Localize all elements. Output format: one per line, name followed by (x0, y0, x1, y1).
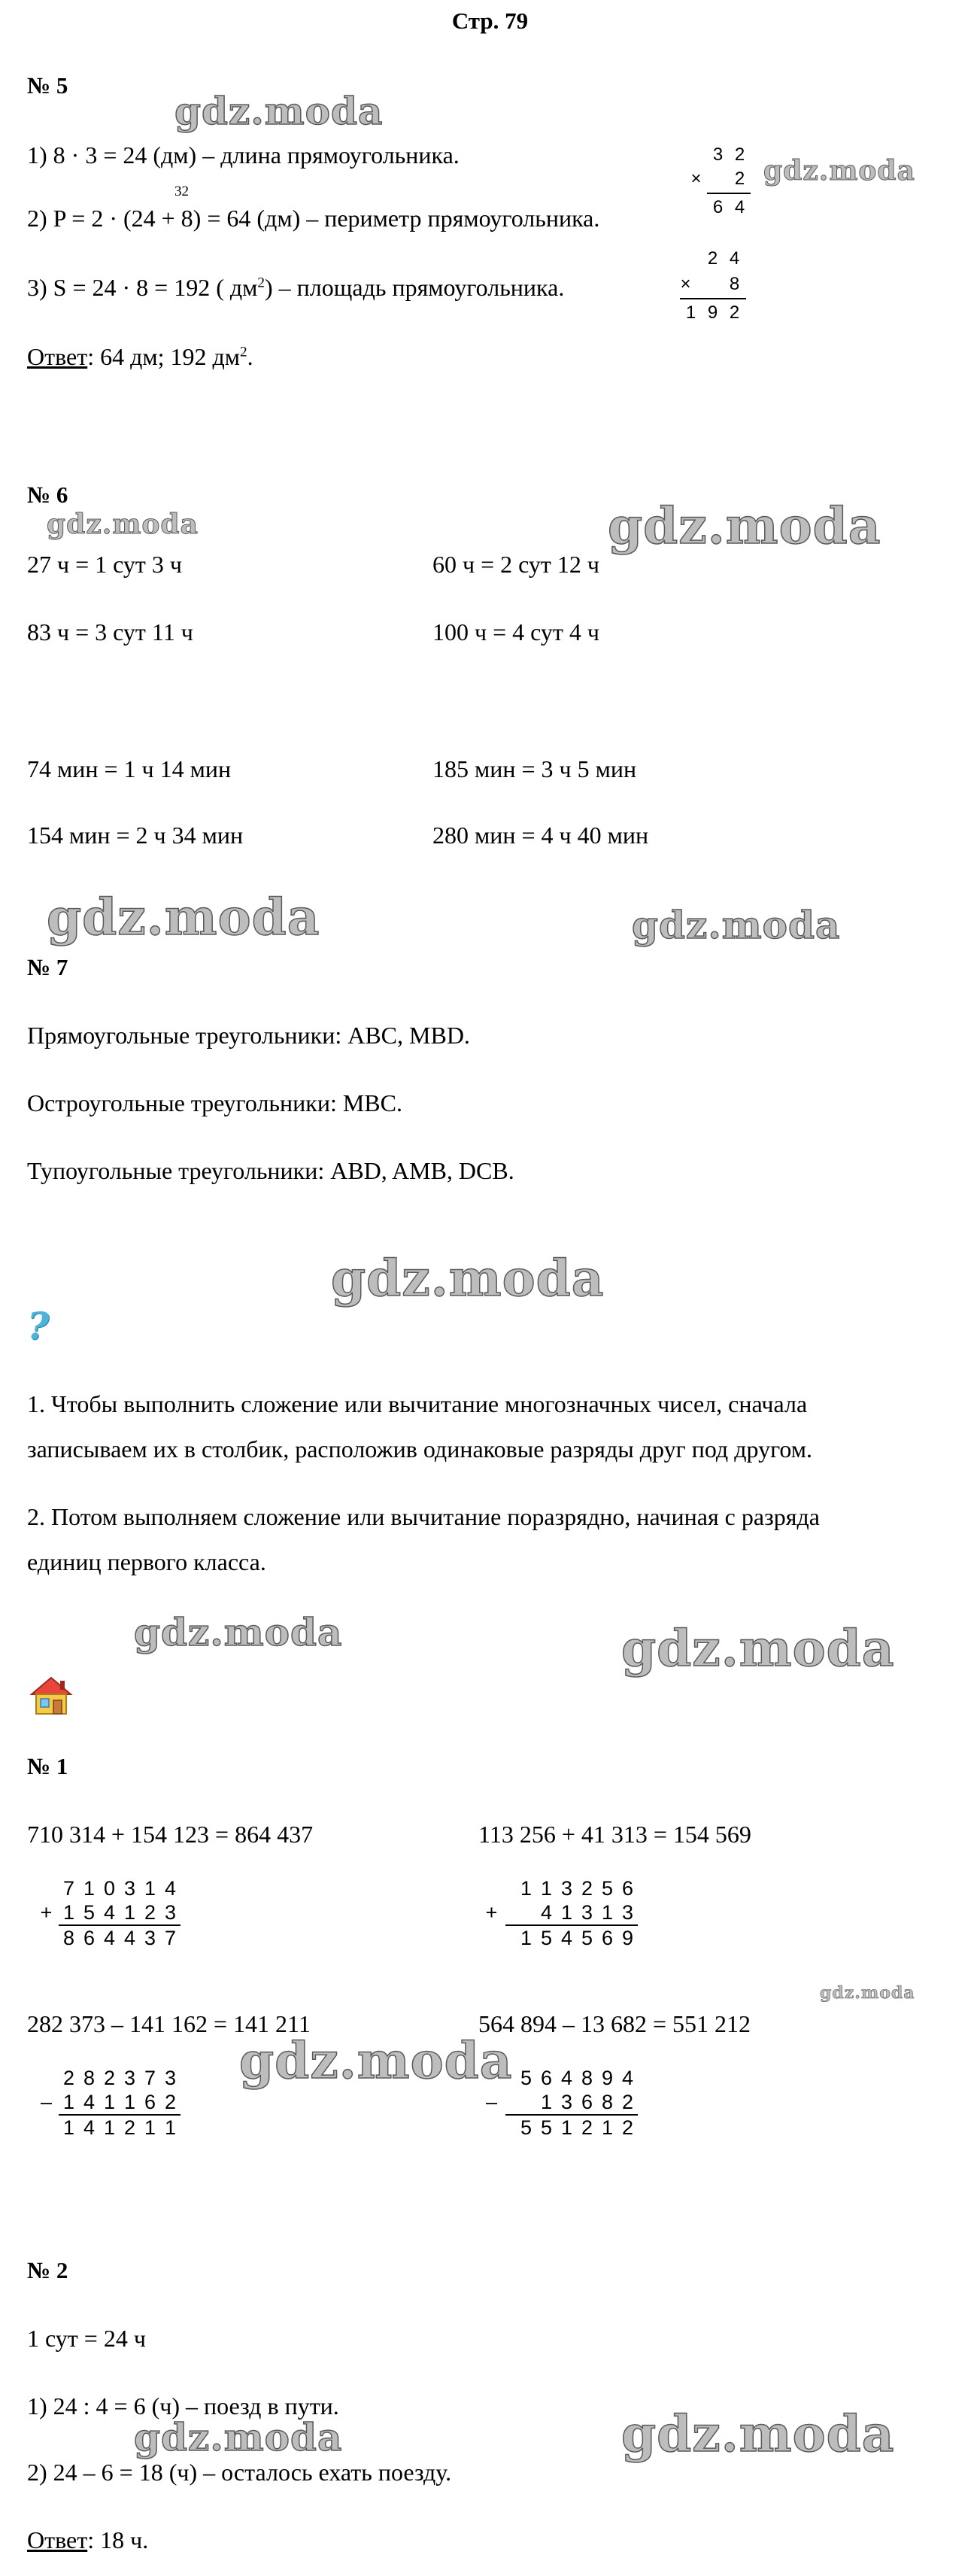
digit: 1 (685, 302, 696, 323)
task7-line-1: Прямоугольные треугольники: ABC, MBD. (27, 1022, 470, 1049)
digit: 3 (560, 2091, 573, 2113)
digit: 4 (103, 1927, 116, 1949)
task7-line-3: Тупоугольные треугольники: ABD, AMB, DCB. (27, 1157, 514, 1184)
task5-line3 (27, 274, 564, 302)
digit: 0 (103, 1877, 116, 1900)
task5-multiplication-1 (690, 143, 760, 226)
question-line-3: 2. Потом выполняем сложение или вычитание поразрядно, начиная с разряда (27, 1503, 820, 1530)
home-task1-eq4: 564 894 – 13 682 = 551 212 (478, 2010, 751, 2037)
digit: 2 (103, 2067, 116, 2089)
digit: 2 (62, 2067, 75, 2089)
digit: 7 (164, 1927, 177, 1949)
digit: 7 (144, 2067, 156, 2089)
digit: 1 (62, 2091, 75, 2113)
digit: 1 (540, 2091, 553, 2113)
digit: 8 (581, 2067, 593, 2089)
digit: 3 (560, 1877, 573, 1900)
calc-top-row (59, 1876, 181, 1900)
task6-item-2: 60 ч = 2 сут 12 ч (432, 551, 599, 578)
watermark: gdz.moda (621, 1619, 895, 1678)
digit: 1 (520, 1877, 532, 1900)
calc-result-row (680, 301, 745, 325)
minus-sign: – (40, 2091, 53, 2113)
multiply-sign: × (690, 169, 702, 189)
task6-item-8: 280 мин = 4 ч 40 мин (432, 822, 649, 849)
task5-note: 32 (174, 184, 189, 199)
digit: 4 (560, 1927, 573, 1949)
task5-answer-post: . (247, 343, 253, 370)
watermark: gdz.moda (134, 2415, 343, 2459)
watermark: gdz.moda (331, 1249, 605, 1308)
digit: 1 (164, 2116, 177, 2139)
digit: 5 (83, 1901, 96, 1924)
digit: 4 (734, 197, 745, 217)
digit: 8 (62, 1927, 75, 1949)
watermark: gdz.moda (174, 89, 384, 133)
home-task2-answer-label: Ответ (27, 2526, 88, 2553)
question-line-2: записываем их в столбик, расположив одинаковые разряды друг под другом. (27, 1435, 813, 1463)
digit: 3 (581, 1901, 593, 1924)
task6-item-4: 100 ч = 4 сут 4 ч (432, 618, 599, 646)
digit: 2 (734, 144, 745, 165)
home-task2-answer-text: : 18 ч. (87, 2526, 149, 2553)
home-task2-line-2: 1) 24 : 4 = 6 (ч) – поезд в пути. (27, 2392, 339, 2420)
digit: 4 (103, 1901, 116, 1924)
task5-line1: 1) 8 · 3 = 24 (дм) – длина прямоугольника. (27, 141, 460, 169)
digit: 4 (83, 2091, 96, 2113)
minus-sign: – (485, 2091, 498, 2113)
task7-heading: № 7 (27, 954, 68, 980)
digit: 1 (520, 1927, 532, 1949)
watermark: gdz.moda (608, 497, 881, 555)
digit: 3 (712, 144, 724, 165)
digit: 1 (144, 1877, 156, 1900)
watermark: gdz.moda (239, 2031, 513, 2090)
digit: 9 (707, 302, 718, 323)
digit: 1 (103, 2091, 116, 2113)
home-task2-answer (27, 2526, 148, 2554)
digit: 3 (621, 1901, 634, 1924)
digit: 3 (144, 1927, 156, 1949)
digit: 1 (540, 1877, 553, 1900)
digit: 5 (540, 2116, 553, 2139)
digit: 4 (540, 1901, 553, 1924)
task6-heading: № 6 (27, 481, 68, 508)
task7-line-2: Остроугольные треугольники: MBC. (27, 1089, 402, 1116)
question-line-4: единиц первого класса. (27, 1548, 266, 1575)
task5-answer-sup: 2 (240, 344, 247, 360)
digit: 2 (581, 1877, 593, 1900)
task6-item-7: 154 мин = 2 ч 34 мин (27, 822, 244, 849)
task5-line3-post: ) – площадь прямоугольника. (264, 274, 565, 301)
home-task1-eq2: 113 256 + 41 313 = 154 569 (478, 1821, 751, 1848)
digit: 1 (601, 2116, 614, 2139)
digit: 6 (581, 2091, 593, 2113)
calc-rule (680, 298, 746, 299)
home-column-subtraction-1 (40, 2066, 202, 2149)
task6-item-5: 74 мин = 1 ч 14 мин (27, 755, 232, 782)
digit: 2 (707, 248, 718, 269)
digit: 5 (581, 1927, 593, 1949)
home-task2-heading: № 2 (27, 2257, 68, 2283)
digit: 2 (581, 2116, 593, 2139)
watermark: gdz.moda (47, 509, 199, 540)
digit: 2 (729, 302, 740, 323)
digit: 6 (712, 197, 724, 217)
calc-bottom-row (59, 1900, 181, 1924)
watermark: gdz.moda (621, 2404, 895, 2463)
digit: 3 (164, 2067, 177, 2089)
digit: 1 (560, 2116, 573, 2139)
digit: 1 (123, 2091, 136, 2113)
calc-result-row (516, 2116, 638, 2140)
digit: 6 (83, 1927, 96, 1949)
digit: 1 (601, 1901, 614, 1924)
digit: 2 (144, 1901, 156, 1924)
calc-result-row (59, 1926, 181, 1950)
task5-multiplication-2 (680, 247, 755, 330)
calc-result-row (59, 2116, 181, 2140)
home-task1-heading: № 1 (27, 1753, 68, 1779)
task6-item-6: 185 мин = 3 ч 5 мин (432, 755, 637, 782)
digit: 2 (621, 2116, 634, 2139)
digit: 4 (729, 248, 740, 269)
digit: 7 (62, 1877, 75, 1900)
digit: 3 (123, 1877, 136, 1900)
task5-answer-pre: : 64 дм; 192 дм (87, 343, 241, 370)
multiply-sign: × (680, 274, 691, 294)
calc-bottom-row (516, 1900, 638, 1924)
digit: 1 (83, 1877, 96, 1900)
digit: 8 (601, 2091, 614, 2113)
digit: 8 (729, 274, 740, 294)
task5-heading: № 5 (27, 72, 68, 99)
digit: 1 (103, 2116, 116, 2139)
digit: 4 (560, 2067, 573, 2089)
calc-top-row (59, 2066, 181, 2090)
digit: 9 (601, 2067, 614, 2089)
home-task1-eq1: 710 314 + 154 123 = 864 437 (27, 1821, 314, 1848)
watermark: gdz.moda (632, 903, 841, 947)
digit: 4 (621, 2067, 634, 2089)
plus-sign: + (40, 1901, 53, 1924)
task5-line2: 2) P = 2 · (24 + 8) = 64 (дм) – периметр прямоугольника. (27, 205, 600, 232)
digit: 5 (601, 1877, 614, 1900)
calc-top-row (516, 1876, 638, 1900)
home-task2-line-3: 2) 24 – 6 = 18 (ч) – осталось ехать поезду. (27, 2459, 452, 2486)
digit: 6 (621, 1877, 634, 1900)
digit: 1 (62, 2116, 75, 2139)
digit: 2 (734, 169, 745, 189)
digit: 1 (144, 2116, 156, 2139)
home-column-addition-1 (40, 1876, 202, 1959)
digit: 5 (520, 2067, 532, 2089)
question-mark-icon: ? (27, 1304, 50, 1348)
calc-bottom-row (516, 2090, 638, 2114)
calc-top-row (707, 143, 751, 167)
digit: 6 (601, 1927, 614, 1949)
calc-top-row (680, 247, 745, 271)
watermark: gdz.moda (134, 1610, 343, 1654)
digit: 2 (164, 2091, 177, 2113)
digit: 1 (123, 1901, 136, 1924)
digit: 5 (540, 1927, 553, 1949)
page-title: Стр. 79 (451, 8, 529, 34)
digit: 5 (520, 2116, 532, 2139)
digit: 4 (83, 2116, 96, 2139)
digit: 1 (560, 1901, 573, 1924)
digit: 4 (123, 1927, 136, 1949)
calc-bottom-row (680, 272, 745, 296)
digit: 2 (123, 2116, 136, 2139)
calc-bottom-row (59, 2090, 181, 2114)
task6-item-3: 83 ч = 3 сут 11 ч (27, 618, 193, 646)
question-line-1: 1. Чтобы выполнить сложение или вычитание многозначных чисел, сначала (27, 1390, 808, 1417)
digit: 4 (164, 1877, 177, 1900)
calc-result-row (707, 196, 751, 220)
watermark: gdz.moda (763, 155, 915, 187)
home-column-subtraction-2 (485, 2066, 659, 2149)
digit: 2 (621, 2091, 634, 2113)
home-task2-line-1: 1 сут = 24 ч (27, 2325, 146, 2352)
digit: 9 (621, 1927, 634, 1949)
home-column-addition-2 (485, 1876, 659, 1959)
digit: 3 (123, 2067, 136, 2089)
digit: 6 (540, 2067, 553, 2089)
home-task1-eq3: 282 373 – 141 162 = 141 211 (27, 2010, 311, 2037)
watermark: gdz.moda (47, 888, 320, 946)
task6-item-1: 27 ч = 1 сут 3 ч (27, 551, 182, 578)
digit: 3 (164, 1901, 177, 1924)
calc-top-row (516, 2066, 638, 2090)
task5-line3-sup: 2 (257, 275, 265, 291)
calc-result-row (516, 1926, 638, 1950)
task5-answer-label: Ответ (27, 343, 88, 370)
task5-line3-pre: 3) S = 24 · 8 = 192 ( дм (27, 274, 258, 301)
watermark: gdz.moda (820, 1983, 915, 2003)
house-icon (29, 1675, 74, 1717)
calc-bottom-row (707, 167, 751, 191)
plus-sign: + (485, 1901, 498, 1924)
digit: 6 (144, 2091, 156, 2113)
task5-answer (27, 343, 253, 371)
calc-rule (707, 193, 751, 194)
digit: 8 (83, 2067, 96, 2089)
digit: 1 (62, 1901, 75, 1924)
